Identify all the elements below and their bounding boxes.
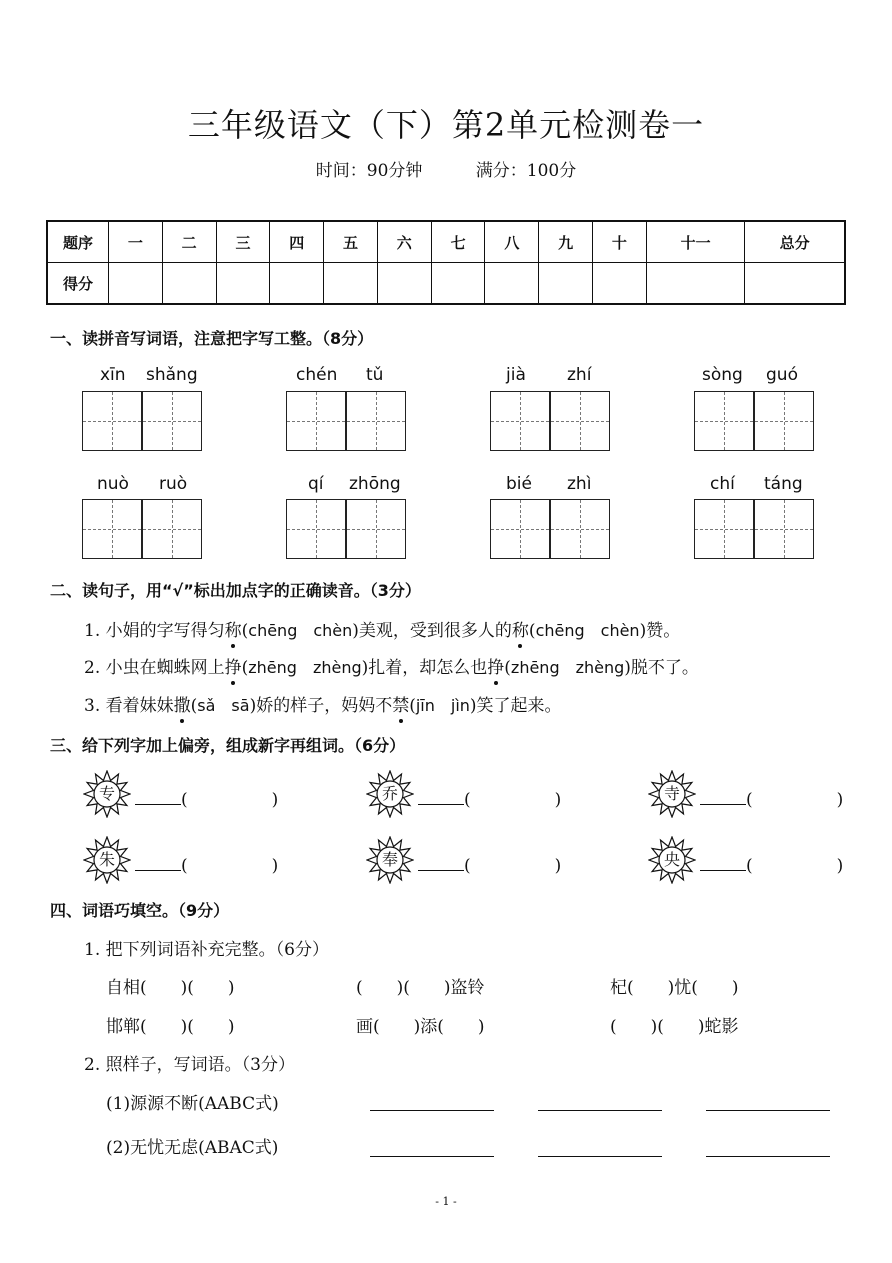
flower-char-badge: 奉	[366, 836, 414, 884]
table-cell: 九	[539, 221, 593, 263]
idiom-blank[interactable]: ( )( )盗铃	[356, 978, 485, 998]
writing-box[interactable]	[550, 499, 610, 559]
pinyin-label: jià	[506, 365, 526, 385]
table-cell: 六	[377, 221, 431, 263]
fill-blank[interactable]: ( )	[135, 790, 278, 810]
pinyin-label: guó	[766, 365, 798, 385]
answer-line[interactable]	[370, 1110, 494, 1111]
section1-heading: 一、读拼音写词语，注意把字写工整。（8分）	[50, 329, 374, 348]
exam-total-score: 满分：100分	[475, 161, 577, 181]
sentence-2: 2. 小虫在蜘蛛网上挣(zhēng zhèng)扎着，却怎么也挣(zhēng zhèng)脱不了。	[84, 653, 699, 678]
fill-blank[interactable]: ( )	[700, 856, 843, 876]
dotted-char: 挣	[225, 653, 242, 678]
table-cell: 五	[324, 221, 378, 263]
pinyin-label: shǎng	[146, 365, 198, 385]
pinyin-label: táng	[764, 474, 803, 494]
sentence-3: 3. 看着妹妹撒(sǎ sā)娇的样子，妈妈不禁(jīn jìn)笑了起来。	[84, 691, 562, 716]
pinyin-label: zhōng	[349, 474, 401, 494]
sentence-1: 1. 小娟的字写得匀称(chēng chèn)美观，受到很多人的称(chēng chèn)赞。	[84, 616, 680, 641]
pinyin-options[interactable]: chēng chèn	[248, 621, 353, 640]
writing-box[interactable]	[82, 499, 142, 559]
pinyin-label: bié	[506, 474, 532, 494]
flower-char-badge: 乔	[366, 770, 414, 818]
fill-blank[interactable]: ( )	[418, 790, 561, 810]
table-cell: 四	[270, 221, 324, 263]
score-cell[interactable]	[109, 263, 163, 305]
pinyin-label: xīn	[100, 365, 126, 385]
page-title: 三年级语文（下）第2单元检测卷一	[187, 106, 705, 144]
score-table-score-row	[47, 263, 845, 305]
question-item: (2)无忧无虑(ABAC式)	[106, 1138, 279, 1158]
score-cell[interactable]	[162, 263, 216, 305]
writing-box[interactable]	[142, 499, 202, 559]
section3-heading: 三、给下列字加上偏旁，组成新字再组词。（6分）	[50, 736, 406, 755]
exam-time: 时间：90分钟	[315, 161, 423, 181]
table-cell: 八	[485, 221, 539, 263]
table-cell: 题序	[47, 221, 109, 263]
flower-char-badge: 朱	[83, 836, 131, 884]
idiom-blank[interactable]: 自相( )( )	[106, 978, 235, 998]
pinyin-label: sòng	[702, 365, 743, 385]
score-cell[interactable]	[216, 263, 270, 305]
writing-box[interactable]	[754, 499, 814, 559]
score-cell[interactable]	[485, 263, 539, 305]
dotted-char: 撒	[174, 691, 191, 716]
writing-box[interactable]	[490, 499, 550, 559]
dotted-char: 称	[512, 616, 529, 641]
table-cell: 一	[109, 221, 163, 263]
writing-box[interactable]	[490, 391, 550, 451]
idiom-blank[interactable]: 邯郸( )( )	[106, 1017, 235, 1037]
idiom-blank[interactable]: 杞( )忧( )	[610, 978, 739, 998]
fill-blank[interactable]: ( )	[418, 856, 561, 876]
score-table-header-row	[47, 221, 845, 263]
score-cell[interactable]	[270, 263, 324, 305]
dotted-char: 称	[225, 616, 242, 641]
score-cell[interactable]	[593, 263, 647, 305]
writing-box[interactable]	[694, 391, 754, 451]
pinyin-label: chén	[296, 365, 338, 385]
score-cell[interactable]	[324, 263, 378, 305]
answer-line[interactable]	[706, 1156, 830, 1157]
answer-line[interactable]	[538, 1110, 662, 1111]
flower-char-badge: 央	[648, 836, 696, 884]
writing-box[interactable]	[754, 391, 814, 451]
table-cell: 十一	[646, 221, 745, 263]
score-table	[46, 220, 846, 305]
section4-heading: 四、词语巧填空。（9分）	[50, 901, 230, 920]
dotted-char: 禁	[392, 691, 409, 716]
writing-box[interactable]	[550, 391, 610, 451]
writing-box[interactable]	[286, 499, 346, 559]
score-cell[interactable]	[431, 263, 485, 305]
question-title: 2. 照样子，写词语。（3分）	[84, 1055, 295, 1075]
pinyin-label: chí	[710, 474, 735, 494]
writing-box[interactable]	[694, 499, 754, 559]
score-cell[interactable]	[377, 263, 431, 305]
flower-char-badge: 寺	[648, 770, 696, 818]
writing-box[interactable]	[346, 391, 406, 451]
flower-char-badge: 专	[83, 770, 131, 818]
table-cell: 二	[162, 221, 216, 263]
writing-box[interactable]	[346, 499, 406, 559]
idiom-blank[interactable]: 画( )添( )	[356, 1017, 485, 1037]
dotted-char: 挣	[487, 653, 504, 678]
writing-box[interactable]	[142, 391, 202, 451]
pinyin-options[interactable]: jīn jìn	[415, 696, 470, 715]
score-cell[interactable]	[539, 263, 593, 305]
exam-meta	[0, 156, 892, 181]
answer-line[interactable]	[706, 1110, 830, 1111]
writing-box[interactable]	[286, 391, 346, 451]
pinyin-label: qí	[308, 474, 324, 494]
score-cell[interactable]	[745, 263, 845, 305]
writing-box[interactable]	[82, 391, 142, 451]
idiom-blank[interactable]: ( )( )蛇影	[610, 1017, 739, 1037]
pinyin-label: tǔ	[366, 365, 384, 385]
pinyin-label: zhì	[567, 474, 592, 494]
table-cell: 十	[593, 221, 647, 263]
section2-heading: 二、读句子，用“√”标出加点字的正确读音。（3分）	[50, 581, 421, 600]
pinyin-options[interactable]: zhēng zhèng	[510, 658, 625, 677]
score-cell[interactable]	[646, 263, 745, 305]
pinyin-options[interactable]: zhēng zhèng	[248, 658, 362, 677]
pinyin-options[interactable]: chēng chèn	[535, 621, 640, 640]
question-title: 1. 把下列词语补充完整。（6分）	[84, 940, 329, 960]
pinyin-label: zhí	[567, 365, 592, 385]
fill-blank[interactable]: ( )	[135, 856, 278, 876]
question-item: (1)源源不断(AABC式)	[106, 1094, 279, 1114]
pinyin-options[interactable]: sǎ sā	[197, 696, 250, 715]
table-cell: 总分	[745, 221, 845, 263]
table-cell: 得分	[47, 263, 109, 305]
table-cell: 七	[431, 221, 485, 263]
page-number: - 1 -	[435, 1195, 457, 1208]
answer-line[interactable]	[370, 1156, 494, 1157]
fill-blank[interactable]: ( )	[700, 790, 843, 810]
answer-line[interactable]	[538, 1156, 662, 1157]
pinyin-label: nuò	[97, 474, 129, 494]
pinyin-label: ruò	[159, 474, 188, 494]
table-cell: 三	[216, 221, 270, 263]
